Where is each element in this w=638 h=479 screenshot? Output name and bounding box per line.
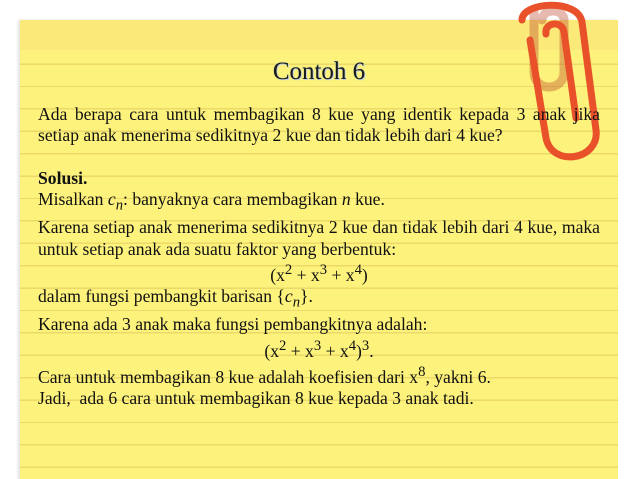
gen-prefix: dalam fungsi pembangkit barisan { <box>38 286 285 307</box>
definition-line <box>38 189 600 217</box>
gf-exp-2: 3 <box>313 337 322 354</box>
def-prefix: Misalkan <box>38 189 108 210</box>
generating-function-formula <box>38 336 600 362</box>
coef-prefix: Cara untuk membagikan 8 kue adalah koefisien dari x <box>38 366 419 387</box>
factor-exp-2: 3 <box>319 261 328 278</box>
gen-suffix: }. <box>300 286 313 307</box>
def-n: n <box>341 189 351 210</box>
def-mid: : banyaknya cara membagikan <box>123 189 342 210</box>
gf-exp-1: 2 <box>279 337 287 354</box>
gf-plus-1: + x <box>286 340 314 361</box>
gf-power: 3 <box>361 337 370 354</box>
gf-open: (x <box>264 340 279 361</box>
coef-suffix: , yakni 6. <box>425 366 491 387</box>
def-var: c <box>107 189 116 210</box>
gf-close: ) <box>356 340 362 361</box>
three-children-line: Karena ada 3 anak maka fungsi pembangkitnya adalah: <box>38 314 428 335</box>
gen-sub: n <box>292 294 301 311</box>
factor-open: (x <box>270 264 285 285</box>
gen-var: c <box>284 286 293 307</box>
factor-plus-2: + x <box>327 264 355 285</box>
gf-end: . <box>369 340 374 361</box>
spacer <box>38 147 600 168</box>
question-text: Ada berapa cara untuk membagikan 8 kue yang identik kepada 3 anak jika setiap anak menerima sedikitnya 2 kue dan tidak lebih dari 4 kue? <box>38 104 600 146</box>
coef-exp: 8 <box>418 363 426 380</box>
factor-plus-1: + x <box>292 264 320 285</box>
content <box>38 104 600 409</box>
def-sub: n <box>115 197 124 214</box>
factor-formula <box>38 260 600 286</box>
conclusion-line: Jadi, ada 6 cara untuk membagikan 8 kue kepada 3 anak tadi. <box>38 388 474 409</box>
reason-text: Karena setiap anak menerima sedikitnya 2 kue dan tidak lebih dari 4 kue, maka untuk setiap anak ada suatu faktor yang berbentuk: <box>38 217 600 259</box>
gf-plus-2: + x <box>321 340 349 361</box>
gf-exp-3: 4 <box>348 337 357 354</box>
def-suffix: kue. <box>350 189 385 210</box>
coefficient-line <box>38 362 600 388</box>
page-title: Contoh 6 <box>272 58 366 85</box>
generating-sequence-line <box>38 286 600 314</box>
factor-exp-1: 2 <box>284 261 293 278</box>
factor-exp-3: 4 <box>354 261 362 278</box>
factor-close: ) <box>361 264 368 285</box>
solution-heading: Solusi. <box>38 167 88 188</box>
